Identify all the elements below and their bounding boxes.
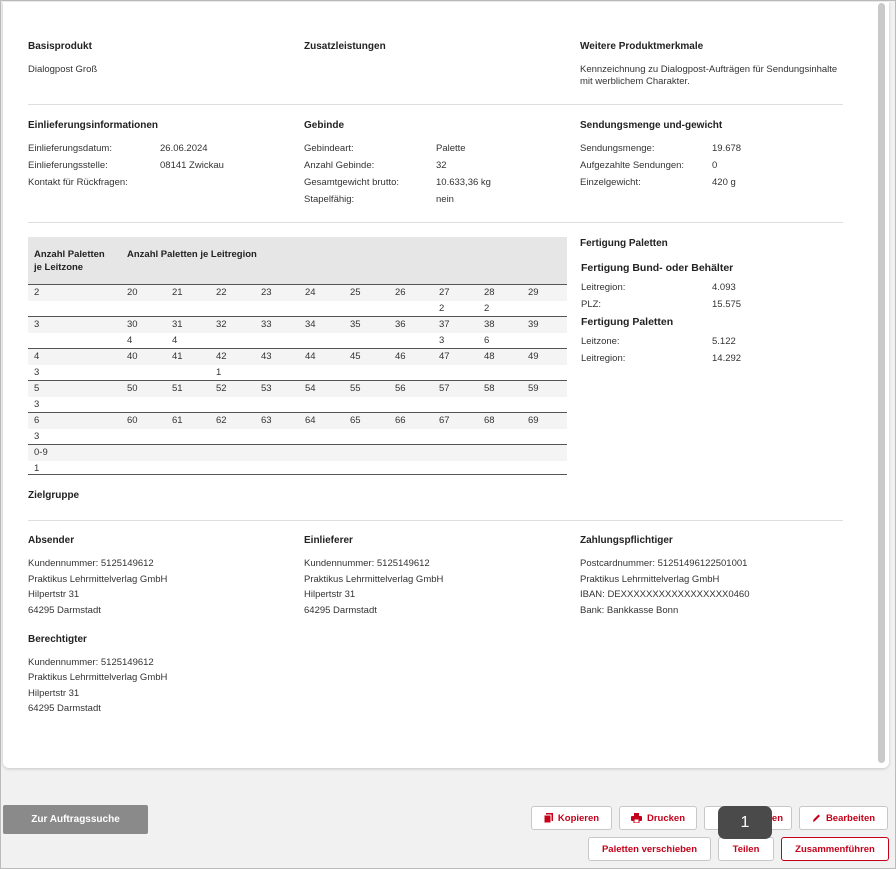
berechtigter-line-0: Kundennummer: 5125149612 (28, 657, 154, 668)
divider (28, 222, 843, 223)
table-region-cell: 24 (305, 287, 316, 298)
table-head-zone-1: Anzahl Paletten (34, 249, 105, 260)
sendungsmenge-label-0: Sendungsmenge: (580, 143, 655, 154)
zahlung-line-3: Bank: Bankkasse Bonn (580, 605, 679, 616)
absender-line-1: Praktikus Lehrmittelverlag GmbH (28, 574, 168, 585)
table-region-cell: 43 (261, 351, 272, 362)
table-region-cell: 46 (395, 351, 406, 362)
einlieferer-line-0: Kundennummer: 5125149612 (304, 558, 430, 569)
table-head-zone-2: je Leitzone (34, 262, 84, 273)
table-region-cell: 41 (172, 351, 183, 362)
pencil-icon (812, 813, 821, 823)
table-region-cell: 32 (216, 319, 227, 330)
gebinde-label-0: Gebindeart: (304, 143, 354, 154)
paletten-verschieben-button[interactable] (588, 837, 711, 861)
sendungsmenge-label-2: Einzelgewicht: (580, 177, 641, 188)
weitere-line1: Kennzeichnung zu Dialogpost-Aufträgen für Sendungsinhalte (580, 64, 838, 75)
gebinde-value-0: Palette (436, 143, 466, 154)
einlieferung-value-1: 08141 Zwickau (160, 160, 224, 171)
table-region-cell: 50 (127, 383, 138, 394)
table-value-cell: 4 (127, 335, 133, 346)
table-region-cell: 69 (528, 415, 539, 426)
table-head-region: Anzahl Paletten je Leitregion (127, 249, 257, 260)
fertigung-sub2: Fertigung Paletten (581, 316, 674, 328)
einlieferung-label-1: Einlieferungsstelle: (28, 160, 108, 171)
table-region-cell: 42 (216, 351, 227, 362)
absender-line-3: 64295 Darmstadt (28, 605, 101, 616)
table-region-cell: 34 (305, 319, 316, 330)
loeschen-label: en (771, 812, 783, 824)
table-region-cell: 45 (350, 351, 361, 362)
zahlung-line-2: IBAN: DEXXXXXXXXXXXXXXXXX0460 (580, 589, 750, 600)
table-value-cell: 6 (484, 335, 490, 346)
table-region-cell: 60 (127, 415, 138, 426)
table-region-cell: 59 (528, 383, 539, 394)
kopieren-label: Kopieren (557, 812, 600, 824)
table-region-cell: 62 (216, 415, 227, 426)
table-region-cell: 64 (305, 415, 316, 426)
table-region-cell: 55 (350, 383, 361, 394)
table-region-cell: 65 (350, 415, 361, 426)
berechtigter-line-3: 64295 Darmstadt (28, 703, 101, 714)
table-region-cell: 35 (350, 319, 361, 330)
bearbeiten-button[interactable] (799, 806, 888, 830)
table-zone-cell: 4 (34, 351, 40, 362)
table-region-cell: 58 (484, 383, 495, 394)
weitere-line2: mit werblichem Charakter. (580, 76, 690, 87)
berechtigter-line-1: Praktikus Lehrmittelverlag GmbH (28, 672, 168, 683)
table-bottom-border (28, 474, 567, 475)
einlieferer-line-3: 64295 Darmstadt (304, 605, 377, 616)
paletten-table-header (28, 237, 567, 284)
table-region-cell: 36 (395, 319, 406, 330)
table-value-cell: 2 (484, 303, 490, 314)
fertigung-label-leitregion: Leitregion: (581, 282, 626, 293)
table-region-cell: 67 (439, 415, 450, 426)
gebinde-label-3: Stapelfähig: (304, 194, 355, 205)
fertigung-title: Fertigung Paletten (580, 238, 668, 249)
drucken-label: Drucken (646, 812, 685, 824)
table-region-cell: 51 (172, 383, 183, 394)
table-region-cell: 26 (395, 287, 406, 298)
table-region-cell: 57 (439, 383, 450, 394)
gebinde-value-1: 32 (436, 160, 447, 171)
table-region-cell: 31 (172, 319, 183, 330)
table-region-cell: 23 (261, 287, 272, 298)
absender-line-0: Kundennummer: 5125149612 (28, 558, 154, 569)
table-region-cell: 22 (216, 287, 227, 298)
sendungsmenge-value-2: 420 g (712, 177, 736, 188)
fertigung-label-leitzone: Leitzone: (581, 336, 620, 347)
table-count-cell: 3 (34, 367, 40, 378)
sendungsmenge-value-0: 19.678 (712, 143, 742, 154)
einlieferung-value-0: 26.06.2024 (160, 143, 208, 154)
scrollbar-thumb[interactable] (878, 3, 885, 763)
table-region-cell: 27 (439, 287, 450, 298)
gebinde-label-2: Gesamtgewicht brutto: (304, 177, 400, 188)
table-region-cell: 56 (395, 383, 406, 394)
absender-line-2: Hilpertstr 31 (28, 589, 80, 600)
zahlung-line-1: Praktikus Lehrmittelverlag GmbH (580, 574, 720, 585)
table-region-cell: 28 (484, 287, 495, 298)
gebinde-value-3: nein (436, 194, 454, 205)
table-zone-cell: 2 (34, 287, 40, 298)
zusatzleistungen-title: Zusatzleistungen (304, 41, 386, 52)
zusammenfuehren-button[interactable] (781, 837, 889, 861)
bearbeiten-label: Bearbeiten (825, 812, 876, 824)
table-region-cell: 39 (528, 319, 539, 330)
einlieferung-title: Einlieferungsinformationen (28, 120, 159, 131)
divider (28, 104, 843, 105)
table-region-cell: 54 (305, 383, 316, 394)
teilen-label: Teilen (732, 843, 760, 855)
table-region-cell: 37 (439, 319, 450, 330)
gebinde-title: Gebinde (304, 120, 345, 131)
fertigung-sub1: Fertigung Bund- oder Behälter (581, 262, 734, 274)
absender-title: Absender (28, 535, 75, 546)
kopieren-button[interactable] (531, 806, 612, 830)
berechtigter-title: Berechtigter (28, 634, 87, 645)
einlieferung-label-2: Kontakt für Rückfragen: (28, 177, 128, 188)
paletten-verschieben-label: Paletten verschieben (601, 843, 698, 855)
table-region-cell: 33 (261, 319, 272, 330)
basisprodukt-value: Dialogpost Groß (28, 64, 98, 75)
gebinde-value-2: 10.633,36 kg (436, 177, 491, 188)
table-region-cell: 29 (528, 287, 539, 298)
table-zone-cell: 0-9 (34, 447, 48, 458)
teilen-button[interactable] (718, 837, 774, 861)
table-region-cell: 47 (439, 351, 450, 362)
table-value-cell: 2 (439, 303, 445, 314)
table-value-cell: 4 (172, 335, 178, 346)
einlieferung-label-0: Einlieferungsdatum: (28, 143, 112, 154)
table-region-cell: 30 (127, 319, 138, 330)
zusammenfuehren-label: Zusammenführen (795, 843, 875, 855)
fertigung-value-leitzone: 5.122 (712, 336, 736, 347)
fertigung-value-leitregion2: 14.292 (712, 353, 742, 364)
zahlung-title: Zahlungspflichtiger (580, 535, 673, 546)
einlieferer-title: Einlieferer (304, 535, 353, 546)
zur-auftragssuche-button[interactable]: Zur Auftragssuche (3, 805, 148, 834)
zahlung-line-0: Postcardnummer: 51251496122501001 (580, 558, 748, 569)
berechtigter-line-2: Hilpertstr 31 (28, 688, 80, 699)
table-region-cell: 66 (395, 415, 406, 426)
table-region-cell: 48 (484, 351, 495, 362)
divider (28, 520, 843, 521)
table-region-cell: 61 (172, 415, 183, 426)
table-count-cell: 1 (34, 463, 40, 474)
fertigung-value-plz: 15.575 (712, 299, 742, 310)
table-region-cell: 68 (484, 415, 495, 426)
sendungsmenge-value-1: 0 (712, 160, 718, 171)
copy-icon (544, 813, 553, 823)
gebinde-label-1: Anzahl Gebinde: (304, 160, 375, 171)
table-region-cell: 25 (350, 287, 361, 298)
table-value-cell: 1 (216, 367, 222, 378)
step-badge: 1 (718, 806, 772, 839)
table-region-cell: 38 (484, 319, 495, 330)
zielgruppe-title: Zielgruppe (28, 490, 80, 501)
einlieferer-line-1: Praktikus Lehrmittelverlag GmbH (304, 574, 444, 585)
einlieferer-line-2: Hilpertstr 31 (304, 589, 356, 600)
sendungsmenge-title: Sendungsmenge und-gewicht (580, 120, 723, 131)
table-region-cell: 21 (172, 287, 183, 298)
basisprodukt-title: Basisprodukt (28, 41, 92, 52)
fertigung-value-leitregion: 4.093 (712, 282, 736, 293)
table-region-cell: 20 (127, 287, 138, 298)
table-region-cell: 49 (528, 351, 539, 362)
table-zone-cell: 6 (34, 415, 40, 426)
printer-icon (631, 813, 642, 823)
table-count-cell: 3 (34, 399, 40, 410)
table-region-cell: 52 (216, 383, 227, 394)
table-zone-cell: 5 (34, 383, 40, 394)
drucken-button[interactable] (619, 806, 697, 830)
fertigung-label-plz: PLZ: (581, 299, 602, 310)
table-zone-cell: 3 (34, 319, 40, 330)
sendungsmenge-label-1: Aufgezahlte Sendungen: (580, 160, 685, 171)
table-region-cell: 44 (305, 351, 316, 362)
table-region-cell: 63 (261, 415, 272, 426)
table-count-cell: 3 (34, 431, 40, 442)
fertigung-label-leitregion2: Leitregion: (581, 353, 626, 364)
table-value-cell: 3 (439, 335, 445, 346)
table-row (28, 445, 567, 461)
table-region-cell: 53 (261, 383, 272, 394)
weitere-title: Weitere Produktmerkmale (580, 41, 704, 52)
table-region-cell: 40 (127, 351, 138, 362)
